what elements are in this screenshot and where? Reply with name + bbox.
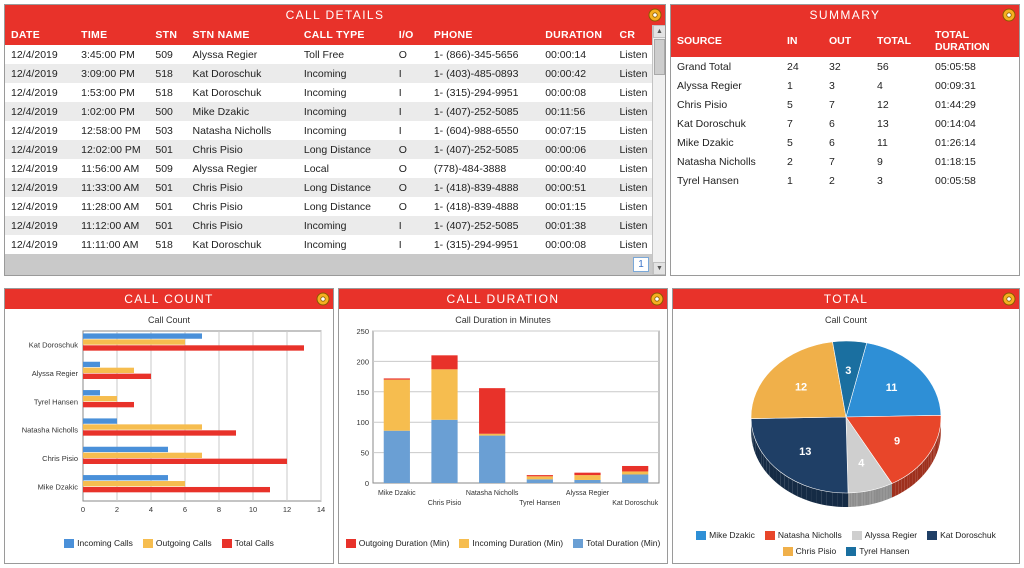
cell-call-type: Long Distance bbox=[303, 143, 372, 156]
cell-stn-name: Kat Doroschuk bbox=[192, 67, 262, 80]
cell-time: 11:11:00 AM bbox=[81, 238, 139, 251]
legend-item bbox=[783, 546, 837, 556]
cell-io: I bbox=[398, 238, 402, 251]
cell-call-type: Incoming bbox=[303, 86, 347, 99]
cell-call-type: Toll Free bbox=[303, 48, 345, 61]
gear-icon[interactable] bbox=[315, 291, 330, 306]
table-row[interactable] bbox=[671, 114, 1020, 133]
svg-text:0: 0 bbox=[80, 505, 86, 514]
cell-date: 12/4/2019 bbox=[11, 67, 58, 80]
summary-panel bbox=[670, 4, 1020, 276]
cell-total: 9 bbox=[871, 152, 929, 171]
svg-text:6: 6 bbox=[182, 505, 188, 514]
table-row[interactable] bbox=[671, 152, 1020, 171]
cell-stn: 501 bbox=[155, 200, 173, 213]
cell-source: Chris Pisio bbox=[671, 95, 781, 114]
cell-duration: 00:05:58 bbox=[929, 171, 1020, 190]
legend-label: Outgoing Duration (Min) bbox=[358, 538, 450, 548]
cell-in: 7 bbox=[781, 114, 823, 133]
cell-in: 5 bbox=[781, 133, 823, 152]
svg-text:Natasha Nicholls: Natasha Nicholls bbox=[21, 425, 78, 435]
total-chart-title: Call Count bbox=[824, 315, 868, 325]
gear-icon[interactable] bbox=[647, 7, 662, 22]
total-title-bar bbox=[673, 289, 1019, 309]
gear-icon[interactable] bbox=[1001, 7, 1016, 22]
cell-total: 4 bbox=[871, 76, 929, 95]
legend-label: Outgoing Calls bbox=[155, 538, 212, 548]
cell-call-type: Incoming bbox=[303, 67, 347, 80]
panel-title-text: TOTAL bbox=[823, 292, 869, 306]
cell-stn-name: Alyssa Regier bbox=[192, 48, 258, 61]
cell-call-type: Incoming bbox=[303, 219, 347, 232]
cell-io: I bbox=[398, 124, 402, 137]
cell-in: 1 bbox=[781, 76, 823, 95]
legend-swatch bbox=[846, 547, 856, 556]
svg-text:0: 0 bbox=[364, 479, 369, 488]
cell-out: 6 bbox=[823, 114, 871, 133]
table-row[interactable] bbox=[5, 64, 665, 83]
col-io: I/O bbox=[393, 25, 428, 45]
call-details-title-bar bbox=[5, 5, 665, 25]
svg-text:Chris Pisio: Chris Pisio bbox=[427, 500, 462, 507]
svg-text:Alyssa Regier: Alyssa Regier bbox=[31, 369, 78, 378]
summary-header-row bbox=[671, 25, 1020, 57]
cell-phone[interactable]: 1- (418)-839-4888 bbox=[433, 181, 519, 194]
cell-call-type: Local bbox=[303, 162, 329, 175]
svg-text:200: 200 bbox=[356, 357, 369, 367]
call-duration-legend bbox=[339, 538, 667, 548]
cell-time: 12:58:00 PM bbox=[81, 124, 141, 137]
cell-out: 32 bbox=[823, 57, 871, 76]
legend-swatch bbox=[459, 539, 469, 548]
call-duration-chart bbox=[339, 325, 667, 533]
cell-date: 12/4/2019 bbox=[11, 181, 58, 194]
cell-total: 11 bbox=[871, 133, 929, 152]
legend-item bbox=[852, 530, 917, 540]
svg-text:Natasha Nicholls: Natasha Nicholls bbox=[465, 490, 519, 497]
cell-time: 11:56:00 AM bbox=[81, 162, 140, 175]
cell-io: O bbox=[398, 143, 407, 156]
panel-title-text: CALL DETAILS bbox=[285, 8, 385, 22]
call-duration-chart-title: Call Duration in Minutes bbox=[455, 315, 551, 325]
cell-io: O bbox=[398, 162, 407, 175]
listen-link[interactable]: Listen bbox=[619, 219, 648, 232]
cell-out: 3 bbox=[823, 76, 871, 95]
svg-text:2: 2 bbox=[114, 505, 120, 514]
cell-phone[interactable]: 1- (403)-485-0893 bbox=[433, 67, 519, 80]
summary-title-bar bbox=[671, 5, 1019, 25]
svg-text:14: 14 bbox=[316, 505, 326, 514]
table-row[interactable] bbox=[5, 178, 665, 197]
table-row[interactable] bbox=[5, 216, 665, 235]
svg-text:Mike Dzakic: Mike Dzakic bbox=[37, 482, 78, 492]
legend-swatch bbox=[765, 531, 775, 540]
col-duration: DURATION bbox=[539, 25, 613, 45]
cell-io: O bbox=[398, 181, 407, 194]
cell-duration: 00:00:08 bbox=[545, 238, 587, 251]
summary-table bbox=[671, 25, 1020, 190]
table-row[interactable] bbox=[671, 95, 1020, 114]
call-details-header-row bbox=[5, 25, 665, 45]
panel-title-text: SUMMARY bbox=[809, 8, 881, 22]
cell-duration: 00:14:04 bbox=[929, 114, 1020, 133]
call-duration-title-bar bbox=[339, 289, 667, 309]
cell-stn: 501 bbox=[155, 181, 173, 194]
col-total: TOTAL bbox=[871, 25, 929, 57]
total-body bbox=[673, 315, 1019, 564]
cell-stn-name: Chris Pisio bbox=[192, 143, 243, 156]
call-count-chart-title: Call Count bbox=[147, 315, 191, 325]
cell-stn-name: Alyssa Regier bbox=[192, 162, 258, 175]
cell-stn-name: Mike Dzakic bbox=[192, 105, 250, 118]
col-stn-name: STN NAME bbox=[187, 25, 298, 45]
cell-phone[interactable]: 1- (407)-252-5085 bbox=[433, 219, 519, 232]
cell-stn: 503 bbox=[155, 124, 173, 137]
cell-in: 24 bbox=[781, 57, 823, 76]
cell-call-type: Long Distance bbox=[303, 181, 372, 194]
col-phone: PHONE bbox=[428, 25, 539, 45]
page-number-button[interactable]: 1 bbox=[633, 257, 649, 272]
cell-date: 12/4/2019 bbox=[11, 48, 58, 61]
legend-swatch bbox=[573, 539, 583, 548]
cell-date: 12/4/2019 bbox=[11, 200, 58, 213]
legend-label: Incoming Calls bbox=[77, 538, 133, 548]
total-panel bbox=[672, 288, 1020, 564]
cell-time: 3:09:00 PM bbox=[81, 67, 135, 80]
cell-time: 12:02:00 PM bbox=[81, 143, 141, 156]
cell-in: 2 bbox=[781, 152, 823, 171]
legend-label: Alyssa Regier bbox=[864, 530, 918, 540]
cell-date: 12/4/2019 bbox=[11, 105, 58, 118]
table-row[interactable] bbox=[5, 159, 665, 178]
call-details-table bbox=[5, 25, 665, 254]
cell-duration: 01:44:29 bbox=[929, 95, 1020, 114]
cell-stn: 501 bbox=[155, 219, 173, 232]
table-row[interactable] bbox=[671, 171, 1020, 190]
legend-swatch bbox=[222, 539, 232, 548]
legend-item bbox=[846, 546, 909, 556]
cell-duration: 00:11:56 bbox=[545, 105, 586, 118]
legend-swatch bbox=[927, 531, 937, 540]
cell-stn: 500 bbox=[155, 105, 173, 118]
listen-link[interactable]: Listen bbox=[619, 48, 648, 61]
legend-swatch bbox=[143, 539, 153, 548]
cell-phone[interactable]: 1- (604)-988-6550 bbox=[433, 124, 519, 137]
table-row[interactable] bbox=[671, 76, 1020, 95]
cell-stn: 518 bbox=[155, 67, 173, 80]
cell-stn: 518 bbox=[155, 86, 173, 99]
cell-stn: 501 bbox=[155, 143, 173, 156]
col-date: DATE bbox=[5, 25, 75, 45]
cell-phone[interactable]: (778)-484-3888 bbox=[433, 162, 507, 175]
cell-source: Alyssa Regier bbox=[671, 76, 781, 95]
cell-phone[interactable]: 1- (418)-839-4888 bbox=[433, 200, 519, 213]
cell-duration: 00:09:31 bbox=[929, 76, 1020, 95]
call-count-panel bbox=[4, 288, 334, 564]
listen-link[interactable]: Listen bbox=[619, 105, 648, 118]
cell-total: 13 bbox=[871, 114, 929, 133]
svg-text:50: 50 bbox=[360, 448, 369, 458]
cell-duration: 00:00:42 bbox=[545, 67, 587, 80]
listen-link[interactable]: Listen bbox=[619, 200, 648, 213]
listen-link[interactable]: Listen bbox=[619, 143, 648, 156]
svg-text:13: 13 bbox=[799, 446, 812, 459]
gear-icon[interactable] bbox=[1001, 291, 1016, 306]
cell-duration: 00:00:08 bbox=[545, 86, 587, 99]
cell-duration: 00:01:38 bbox=[545, 219, 587, 232]
svg-text:12: 12 bbox=[794, 381, 808, 394]
cell-call-type: Long Distance bbox=[303, 200, 372, 213]
table-row[interactable] bbox=[5, 235, 665, 254]
cell-stn-name: Kat Doroschuk bbox=[192, 238, 262, 251]
cell-duration: 00:01:15 bbox=[545, 200, 587, 213]
cell-duration: 00:07:15 bbox=[545, 124, 587, 137]
svg-text:11: 11 bbox=[885, 382, 898, 395]
cell-time: 11:28:00 AM bbox=[81, 200, 140, 213]
cell-date: 12/4/2019 bbox=[11, 219, 58, 232]
cell-out: 6 bbox=[823, 133, 871, 152]
cell-duration: 05:05:58 bbox=[929, 57, 1020, 76]
legend-label: Mike Dzakic bbox=[709, 530, 755, 540]
svg-text:Kat Doroschuk: Kat Doroschuk bbox=[28, 340, 78, 350]
cell-date: 12/4/2019 bbox=[11, 124, 58, 137]
cell-phone[interactable]: 1- (407)-252-5085 bbox=[433, 143, 519, 156]
legend-swatch bbox=[783, 547, 793, 556]
legend-swatch bbox=[852, 531, 862, 540]
cell-stn-name: Chris Pisio bbox=[192, 219, 243, 232]
gear-icon[interactable] bbox=[649, 291, 664, 306]
cell-io: I bbox=[398, 105, 402, 118]
svg-text:Tyrel Hansen: Tyrel Hansen bbox=[519, 500, 561, 507]
svg-text:8: 8 bbox=[216, 505, 222, 514]
cell-total: 12 bbox=[871, 95, 929, 114]
cell-io: I bbox=[398, 219, 402, 232]
svg-text:3: 3 bbox=[845, 364, 852, 377]
cell-duration: 01:26:14 bbox=[929, 133, 1020, 152]
svg-text:Chris Pisio: Chris Pisio bbox=[42, 454, 78, 463]
call-details-panel bbox=[4, 4, 666, 276]
cell-io: O bbox=[398, 48, 407, 61]
panel-title-text: CALL DURATION bbox=[446, 292, 560, 306]
cell-stn: 509 bbox=[155, 162, 173, 175]
legend-item bbox=[927, 530, 996, 540]
legend-item bbox=[696, 530, 755, 540]
table-row[interactable] bbox=[5, 121, 665, 140]
svg-text:Tyrel Hansen: Tyrel Hansen bbox=[33, 397, 78, 407]
legend-label: Chris Pisio bbox=[795, 546, 837, 556]
col-stn: STN bbox=[149, 25, 186, 45]
cell-total: 56 bbox=[871, 57, 929, 76]
call-count-legend bbox=[5, 538, 333, 548]
cell-call-type: Incoming bbox=[303, 105, 347, 118]
total-pie-chart bbox=[673, 325, 1019, 525]
legend-label: Total Calls bbox=[234, 538, 274, 548]
legend-item bbox=[143, 538, 212, 548]
cell-source: Kat Doroschuk bbox=[671, 114, 781, 133]
col-cr: CR bbox=[613, 25, 665, 45]
cell-source: Tyrel Hansen bbox=[671, 171, 781, 190]
cell-io: O bbox=[398, 200, 407, 213]
svg-text:250: 250 bbox=[356, 327, 369, 336]
col-in: IN bbox=[781, 25, 823, 57]
cell-duration: 00:00:40 bbox=[545, 162, 587, 175]
listen-link[interactable]: Listen bbox=[619, 162, 648, 175]
cell-duration: 00:00:06 bbox=[545, 143, 587, 156]
cell-time: 11:12:00 AM bbox=[81, 219, 140, 232]
cell-phone[interactable]: 1- (866)-345-5656 bbox=[433, 48, 519, 61]
svg-text:150: 150 bbox=[356, 387, 369, 397]
cell-date: 12/4/2019 bbox=[11, 86, 58, 99]
legend-swatch bbox=[64, 539, 74, 548]
svg-text:100: 100 bbox=[356, 418, 369, 428]
legend-item bbox=[459, 538, 563, 548]
svg-text:Mike Dzakic: Mike Dzakic bbox=[377, 490, 416, 497]
call-count-chart bbox=[5, 325, 333, 533]
cell-stn-name: Natasha Nicholls bbox=[192, 124, 272, 137]
svg-text:4: 4 bbox=[148, 505, 154, 514]
call-details-body bbox=[5, 25, 665, 275]
cell-date: 12/4/2019 bbox=[11, 162, 58, 175]
cell-in: 5 bbox=[781, 95, 823, 114]
legend-label: Natasha Nicholls bbox=[777, 530, 842, 540]
listen-link[interactable]: Listen bbox=[619, 67, 648, 80]
legend-item bbox=[573, 538, 660, 548]
cell-phone[interactable]: 1- (315)-294-9951 bbox=[433, 238, 519, 251]
table-row[interactable] bbox=[671, 133, 1020, 152]
legend-item bbox=[765, 530, 842, 540]
cell-time: 3:45:00 PM bbox=[81, 48, 135, 61]
cell-time: 11:33:00 AM bbox=[81, 181, 140, 194]
call-count-title-bar bbox=[5, 289, 333, 309]
cell-out: 7 bbox=[823, 95, 871, 114]
legend-label: Kat Doroschuk bbox=[940, 530, 996, 540]
listen-link[interactable]: Listen bbox=[619, 124, 648, 137]
cell-stn: 518 bbox=[155, 238, 173, 251]
cell-duration: 00:00:51 bbox=[545, 181, 587, 194]
cell-date: 12/4/2019 bbox=[11, 238, 58, 251]
legend-swatch bbox=[696, 531, 706, 540]
svg-text:12: 12 bbox=[282, 505, 292, 514]
svg-text:10: 10 bbox=[248, 505, 258, 514]
cell-phone[interactable]: 1- (315)-294-9951 bbox=[433, 86, 519, 99]
vertical-scrollbar[interactable] bbox=[652, 25, 665, 275]
cell-duration: 01:18:15 bbox=[929, 152, 1020, 171]
cell-stn-name: Chris Pisio bbox=[192, 181, 243, 194]
table-row[interactable] bbox=[5, 197, 665, 216]
legend-label: Total Duration (Min) bbox=[586, 538, 661, 548]
cell-io: I bbox=[398, 67, 402, 80]
cell-duration: 00:00:14 bbox=[545, 48, 587, 61]
cell-out: 2 bbox=[823, 171, 871, 190]
svg-text:4: 4 bbox=[858, 457, 865, 470]
table-row[interactable] bbox=[671, 57, 1020, 76]
table-row[interactable] bbox=[5, 140, 665, 159]
scrollbar-thumb[interactable] bbox=[654, 39, 665, 75]
cell-source: Mike Dzakic bbox=[671, 133, 781, 152]
total-legend bbox=[673, 530, 1019, 556]
table-row[interactable] bbox=[5, 45, 665, 64]
legend-swatch bbox=[346, 539, 356, 548]
panel-title-text: CALL COUNT bbox=[124, 292, 214, 306]
call-duration-body bbox=[339, 315, 667, 564]
cell-source: Grand Total bbox=[671, 57, 781, 76]
listen-link[interactable]: Listen bbox=[619, 86, 648, 99]
cell-call-type: Incoming bbox=[303, 238, 347, 251]
cell-out: 7 bbox=[823, 152, 871, 171]
cell-io: I bbox=[398, 86, 402, 99]
table-row[interactable] bbox=[5, 102, 665, 121]
legend-label: Incoming Duration (Min) bbox=[472, 538, 564, 548]
summary-body bbox=[671, 25, 1019, 275]
cell-call-type: Incoming bbox=[303, 124, 347, 137]
cell-stn: 509 bbox=[155, 48, 173, 61]
cell-stn-name: Chris Pisio bbox=[192, 200, 243, 213]
cell-stn-name: Kat Doroschuk bbox=[192, 86, 262, 99]
call-duration-panel bbox=[338, 288, 668, 564]
call-count-body bbox=[5, 315, 333, 564]
listen-link[interactable]: Listen bbox=[619, 238, 648, 251]
col-source: SOURCE bbox=[671, 25, 781, 57]
col-call-type: CALL TYPE bbox=[298, 25, 393, 45]
legend-label: Tyrel Hansen bbox=[859, 546, 910, 556]
cell-source: Natasha Nicholls bbox=[671, 152, 781, 171]
svg-text:Alyssa Regier: Alyssa Regier bbox=[565, 490, 610, 497]
cell-time: 1:02:00 PM bbox=[81, 105, 135, 118]
col-total-duration: TOTAL DURATION bbox=[929, 25, 1020, 57]
cell-in: 1 bbox=[781, 171, 823, 190]
col-out: OUT bbox=[823, 25, 871, 57]
legend-item bbox=[64, 538, 133, 548]
cell-total: 3 bbox=[871, 171, 929, 190]
scroll-up-arrow[interactable]: ▲ bbox=[653, 25, 666, 38]
col-time: TIME bbox=[75, 25, 149, 45]
legend-item bbox=[346, 538, 450, 548]
listen-link[interactable]: Listen bbox=[619, 181, 648, 194]
legend-item bbox=[222, 538, 274, 548]
scroll-down-arrow[interactable]: ▼ bbox=[653, 262, 666, 275]
cell-date: 12/4/2019 bbox=[11, 143, 58, 156]
svg-text:9: 9 bbox=[893, 435, 901, 448]
table-row[interactable] bbox=[5, 83, 665, 102]
cell-phone[interactable]: 1- (407)-252-5085 bbox=[433, 105, 519, 118]
svg-text:Kat Doroschuk: Kat Doroschuk bbox=[612, 500, 659, 507]
cell-time: 1:53:00 PM bbox=[81, 86, 135, 99]
